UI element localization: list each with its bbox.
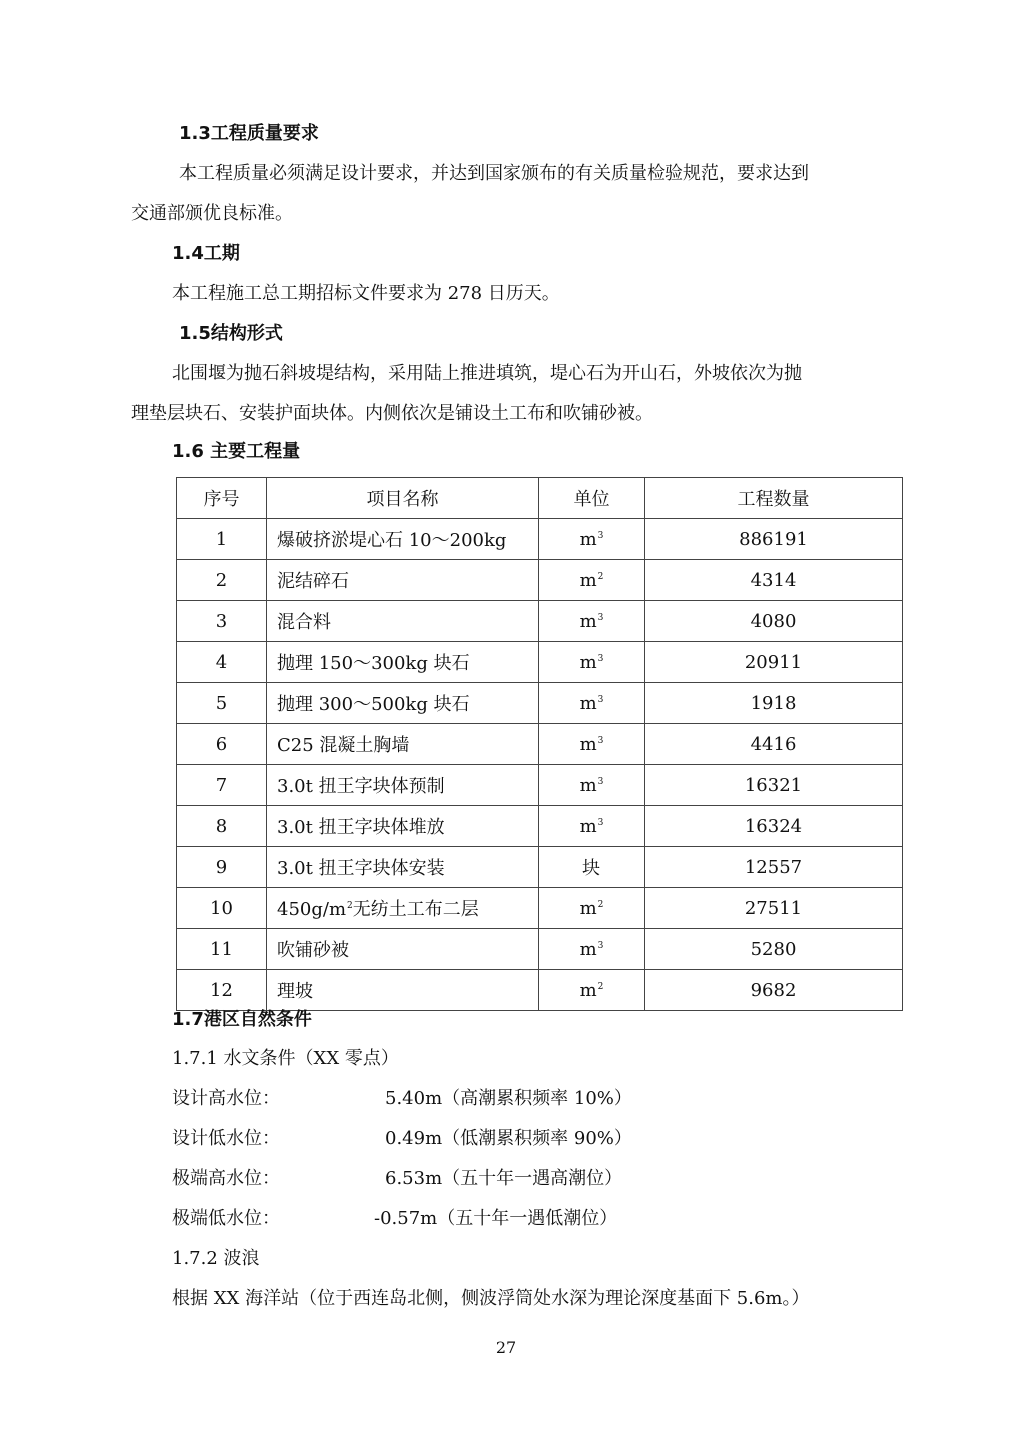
row-qty: 5280: [645, 929, 903, 970]
water-level-value: -0.57m（五十年一遇低潮位）: [374, 1208, 618, 1229]
row-unit: $m^3$: [539, 724, 645, 765]
header-unit: 单位: [539, 478, 645, 519]
table-row: [177, 560, 903, 601]
table-row: [177, 519, 903, 560]
table-row: [177, 765, 903, 806]
row-name: 吹铺砂被: [267, 929, 539, 970]
water-level-value: 0.49m（低潮累积频率 90%）: [385, 1128, 632, 1149]
row-name: 抛理 150～300kg 块石: [267, 642, 539, 683]
table-row: [177, 929, 903, 970]
header-qty: 工程数量: [645, 478, 903, 519]
water-level-row: [172, 1127, 632, 1151]
section-1-5-para-line-2: 理垫层块石、安装护面块体。内侧依次是铺设土工布和吹铺砂被。: [131, 403, 653, 424]
water-level-label: 极端高水位：: [172, 1168, 280, 1189]
row-no: 4: [177, 642, 267, 683]
row-qty: 4080: [645, 601, 903, 642]
table-row: [177, 683, 903, 724]
section-1-7-2-title: 1.7.2 波浪: [172, 1248, 260, 1269]
row-no: 10: [177, 888, 267, 929]
section-1-4-para: 本工程施工总工期招标文件要求为 278 日历天。: [172, 283, 560, 304]
table-row: [177, 601, 903, 642]
row-name: 抛理 300～500kg 块石: [267, 683, 539, 724]
row-no: 5: [177, 683, 267, 724]
header-no: 序号: [177, 478, 267, 519]
row-qty: 16324: [645, 806, 903, 847]
row-unit: 块: [539, 847, 645, 888]
water-level-label: 设计低水位：: [172, 1128, 280, 1149]
water-level-row: [172, 1207, 617, 1231]
table-row: [177, 724, 903, 765]
row-unit: $m^3$: [539, 601, 645, 642]
water-level-row: [172, 1087, 632, 1111]
water-level-row: [172, 1167, 622, 1191]
row-unit: $m^3$: [539, 642, 645, 683]
row-qty: 1918: [645, 683, 903, 724]
row-qty: 20911: [645, 642, 903, 683]
row-unit: $m^3$: [539, 765, 645, 806]
section-1-3-para-line-2: 交通部颁优良标准。: [131, 203, 293, 224]
water-level-label: 极端低水位：: [172, 1208, 280, 1229]
row-unit: $m^2$: [539, 888, 645, 929]
row-name: 泥结碎石: [267, 560, 539, 601]
section-1-3-title: 1.3工程质量要求: [179, 123, 319, 144]
section-1-3-para-line-1: 本工程质量必须满足设计要求，并达到国家颁布的有关质量检验规范，要求达到: [179, 163, 809, 184]
row-name: 3.0t 扭王字块体堆放: [267, 806, 539, 847]
row-no: 8: [177, 806, 267, 847]
table-header-row: [177, 478, 903, 519]
section-1-5-title: 1.5结构形式: [179, 323, 283, 344]
page-number: 27: [495, 1338, 517, 1357]
table-row: [177, 642, 903, 683]
row-qty: 4314: [645, 560, 903, 601]
row-name: 爆破挤淤堤心石 10～200kg: [267, 519, 539, 560]
section-1-7-title: 1.7港区自然条件: [172, 1009, 312, 1030]
section-1-6-title: 1.6 主要工程量: [172, 441, 301, 462]
row-no: 12: [177, 970, 267, 1011]
table-row: [177, 970, 903, 1011]
section-1-7-2-para: 根据 XX 海洋站（位于西连岛北侧，侧波浮筒处水深为理论深度基面下 5.6m。）: [172, 1288, 810, 1309]
row-qty: 27511: [645, 888, 903, 929]
row-name: $450g/m^2$无纺土工布二层: [267, 888, 539, 929]
row-no: 9: [177, 847, 267, 888]
row-no: 3: [177, 601, 267, 642]
table-row: [177, 806, 903, 847]
row-name: 理坡: [267, 970, 539, 1011]
row-unit: $m^2$: [539, 970, 645, 1011]
table-row: [177, 847, 903, 888]
row-qty: 12557: [645, 847, 903, 888]
row-no: 2: [177, 560, 267, 601]
row-no: 7: [177, 765, 267, 806]
row-unit: $m^3$: [539, 519, 645, 560]
water-level-value: 5.40m（高潮累积频率 10%）: [385, 1088, 632, 1109]
section-1-7-1-title: 1.7.1 水文条件（XX 零点）: [172, 1048, 399, 1069]
section-1-4-title: 1.4工期: [172, 243, 240, 264]
row-qty: 16321: [645, 765, 903, 806]
quantities-table: [176, 477, 903, 1011]
header-name: 项目名称: [267, 478, 539, 519]
row-name: 混合料: [267, 601, 539, 642]
water-level-label: 设计高水位：: [172, 1088, 280, 1109]
row-name: C25 混凝土胸墙: [267, 724, 539, 765]
row-no: 11: [177, 929, 267, 970]
row-no: 6: [177, 724, 267, 765]
table-row: [177, 888, 903, 929]
section-1-5-para-line-1: 北围堰为抛石斜坡堤结构，采用陆上推进填筑，堤心石为开山石，外坡依次为抛: [172, 363, 802, 384]
row-qty: 886191: [645, 519, 903, 560]
row-name: 3.0t 扭王字块体安装: [267, 847, 539, 888]
row-unit: $m^3$: [539, 683, 645, 724]
row-qty: 4416: [645, 724, 903, 765]
row-name: 3.0t 扭王字块体预制: [267, 765, 539, 806]
row-unit: $m^2$: [539, 560, 645, 601]
water-level-value: 6.53m（五十年一遇高潮位）: [385, 1168, 623, 1189]
row-unit: $m^3$: [539, 806, 645, 847]
row-unit: $m^3$: [539, 929, 645, 970]
row-no: 1: [177, 519, 267, 560]
row-qty: 9682: [645, 970, 903, 1011]
